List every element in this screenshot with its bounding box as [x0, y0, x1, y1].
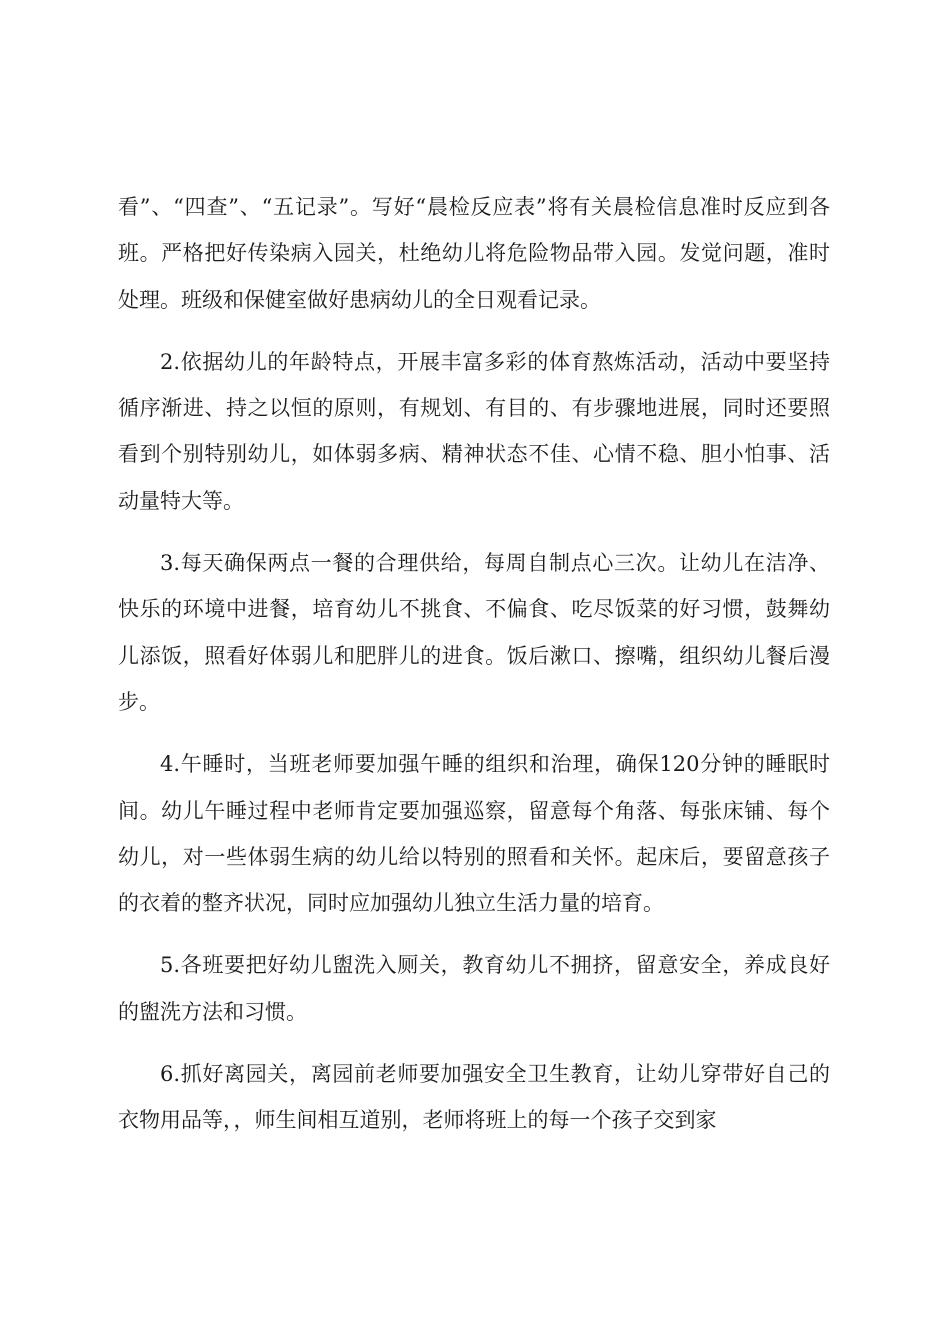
document-body	[118, 184, 830, 1144]
paragraph-continued: 看”、“四查”、“五记录”。写好“晨检反应表”将有关晨检信息准时反应到各班。严格把好传染病入园关，杜绝幼儿将危险物品带入园。发觉问题，准时处理。班级和保健室做好患病幼儿的全日观看记录。	[118, 195, 830, 312]
paragraph-item-5: 5.各班要把好幼儿盥洗入厕关，教育幼儿不拥挤，留意安全，养成良好的盥洗方法和习惯。	[118, 953, 830, 1024]
paragraph-gap	[118, 1035, 830, 1051]
paragraph-gap	[118, 524, 830, 540]
paragraph-item-2: 2.依据幼儿的年龄特点，开展丰富多彩的体育熬炼活动，活动中要坚持循序渐进、持之以恒的原则，有规划、有目的、有步骤地进展，同时还要照看到个别特别幼儿，如体弱多病、精神状态不佳、心情不稳、胆小怕事、活动量特大等。	[118, 349, 830, 513]
paragraph-gap	[118, 926, 830, 942]
paragraph-gap	[118, 323, 830, 339]
paragraph-item-6: 6.抓好离园关，离园前老师要加强安全卫生教育，让幼儿穿带好自己的衣物用品等，，师生间相互道别，老师将班上的每一个孩子交到家	[118, 1062, 830, 1133]
paragraph-item-3: 3.每天确保两点一餐的合理供给，每周自制点心三次。让幼儿在洁净、快乐的环境中进餐，培育幼儿不挑食、不偏食、吃尽饭菜的好习惯，鼓舞幼儿添饭，照看好体弱儿和肥胖儿的进食。饭后漱口、擦嘴，组织幼儿餐后漫步。	[118, 551, 830, 714]
paragraph-item-4: 4.午睡时，当班老师要加强午睡的组织和治理，确保120分钟的睡眠时间。幼儿午睡过程中老师肯定要加强巡察，留意每个角落、每张床铺、每个幼儿，对一些体弱生病的幼儿给以特别的照看和关怀。起床后，要留意孩子的衣着的整齐状况，同时应加强幼儿独立生活力量的培育。	[118, 752, 830, 916]
paragraph-gap	[118, 725, 830, 741]
